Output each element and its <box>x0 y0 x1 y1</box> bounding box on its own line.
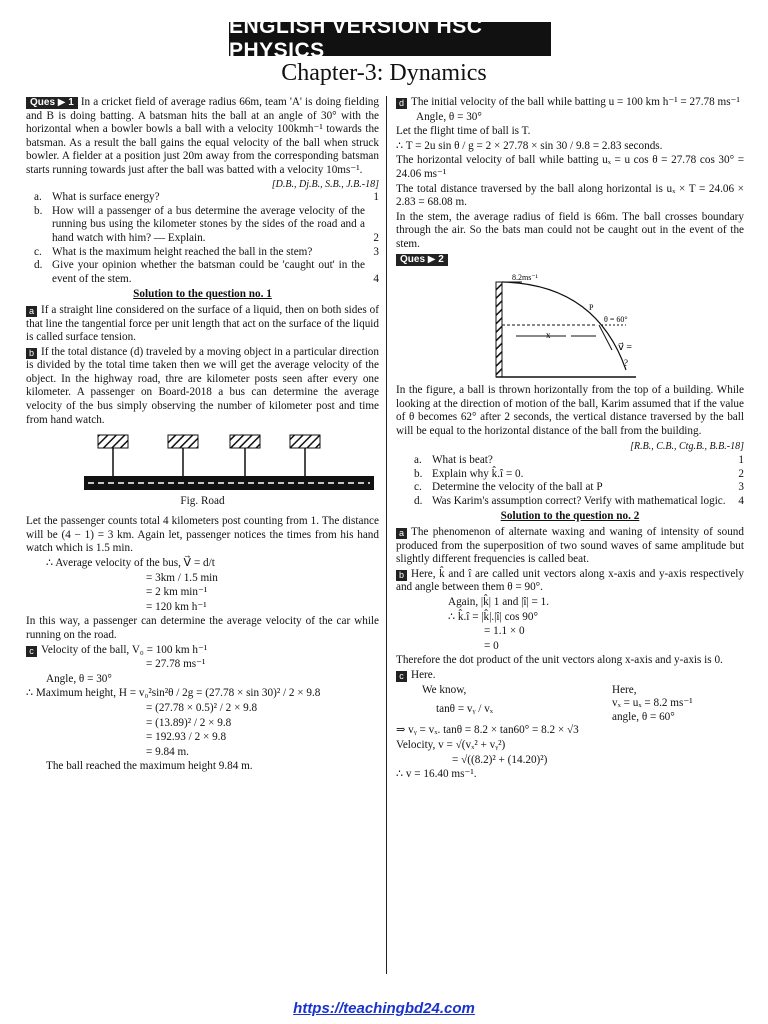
fig-q: ? <box>624 358 628 369</box>
banner: ENGLISH VERSION HSC PHYSICS <box>229 22 551 56</box>
item-key: d. <box>34 259 43 272</box>
q2-answer-b <box>396 568 744 595</box>
q2-c-here2: Here, <box>612 683 637 696</box>
q1-stem: In a cricket field of average radius 66m, team 'A' is doing fielding and B is doing batting. A batsman hits the ball at an angle of 30° with the horizontal when a bowler bowls a ball with a velocity 100kmh⁻¹ towards the batsman. As a result the ball gains the equal velocity of the ball when struck bowler. A fielder at a position just 20m away from the corresponding batsman starts running towards just after the ball was batted with a velocity 10ms⁻¹. <box>26 96 379 176</box>
fig-v0: 8.2ms⁻¹ <box>512 273 538 283</box>
q1-b-eq2: = 3km / 1.5 min <box>146 571 218 584</box>
answer-a-text: If a straight line considered on the surface of a liquid, then on both sides of that line the tangential force per unit length that act on the surface of the liquid is called surface tension. <box>26 303 379 344</box>
item-text: Give your opinion whether the batsman could be 'caught out' in the event of the stem. <box>52 259 365 285</box>
item-text: What is beat? <box>432 454 493 467</box>
q2-c-here <box>396 669 744 683</box>
item-text: Was Karim's assumption correct? Verify with mathematical logic. <box>432 494 726 507</box>
q2-c-block <box>396 684 744 725</box>
label-c: c <box>26 646 37 657</box>
item-mark: 3 <box>738 481 744 494</box>
footer-link[interactable]: https://teachingbd24.com <box>293 1000 475 1017</box>
item-text: How will a passenger of a bus determine the average velocity of the running bus using the kilometer stones by the sides of the road and a hand watch with him? — Explain. <box>52 204 365 244</box>
q1-c-line1 <box>26 644 379 658</box>
fig-theta: θ = 60° <box>604 315 628 325</box>
chapter-title: Chapter-3: Dynamics <box>281 60 487 86</box>
item-key: a. <box>414 454 422 467</box>
label-b: b <box>396 570 407 581</box>
item-mark: 4 <box>373 272 379 285</box>
q1-c-line2: = 27.78 ms⁻¹ <box>146 658 206 671</box>
item-text: What is the maximum height reached the ball in the stem? <box>52 245 313 258</box>
q2-b-e2: ∴ k̂.î = |k̂|.|î| cos 90° <box>448 610 538 623</box>
item-key: b. <box>414 467 423 480</box>
q2-b-e3: = 1.1 × 0 <box>484 625 525 638</box>
item-key: d. <box>414 494 423 507</box>
q2-c-right <box>612 684 693 725</box>
q2-c-e3: = √((8.2)² + (14.20)²) <box>452 753 548 766</box>
fig-x: x <box>546 330 551 341</box>
item-key: a. <box>34 191 42 204</box>
q2-c-e2: Velocity, v = √(vₓ² + vᵧ²) <box>396 738 506 751</box>
q1-d-line3: Let the flight time of ball is T. <box>396 125 531 138</box>
q1-item-a <box>34 191 379 205</box>
q2-item-b <box>414 468 744 482</box>
item-mark: 1 <box>373 191 379 204</box>
item-text: What is surface energy? <box>52 191 160 204</box>
kilometer-posts <box>98 435 320 476</box>
q1-c-line6: = (13.89)² / 2 × 9.8 <box>146 716 232 729</box>
q1-item-c <box>34 246 379 260</box>
q1-c-line9: The ball reached the maximum height 9.84 m. <box>46 760 253 773</box>
label-a: a <box>396 528 407 539</box>
q2-item-c <box>414 481 744 495</box>
q1-tag: Ques ▶ 1 <box>26 97 78 109</box>
q1-c-line4: ∴ Maximum height, H = v₀²sin²θ / 2g = (27.78 × sin 30)² / 2 × 9.8 <box>26 687 321 700</box>
q2-b-e1: Again, |k̂| 1 and |î| = 1. <box>448 596 550 609</box>
q1-answer-a <box>26 304 379 345</box>
q1-b-text2: Let the passenger counts total 4 kilometers post counting from 1. The distance will be (4 − 1) = 3 km. Again let, passenger notices the times from his hand watch which is 1.5 min. <box>26 515 379 555</box>
q2-c-tan: tanθ = vᵧ / vₓ <box>436 703 494 716</box>
q1-d-line1 <box>396 96 744 110</box>
q1-b-text3: In this way, a passenger can determine the average velocity of the car while running on the road. <box>26 615 379 641</box>
q2-ref: [R.B., C.B., Ctg.B., B.B.-18] <box>630 440 744 452</box>
label-d: d <box>396 98 407 109</box>
q2-tag-line <box>396 253 744 267</box>
q1-d-line5: The horizontal velocity of ball while batting uₓ = u cos θ = 27.78 cos 30° = 24.06 ms⁻¹ <box>396 154 744 180</box>
q1-c-line7: = 192.93 / 2 × 9.8 <box>146 731 227 744</box>
fig-p: P <box>589 303 594 313</box>
q1-b-eq3: = 2 km min⁻¹ <box>146 586 208 599</box>
item-key: c. <box>34 245 42 258</box>
column-divider <box>386 96 387 974</box>
projectile-figure <box>396 270 744 380</box>
q1-item-d <box>34 259 379 286</box>
q2-solution-title: Solution to the question no. 2 <box>500 510 640 523</box>
c-line1-text: Velocity of the ball, V₀ = 100 km h⁻¹ <box>41 643 208 656</box>
item-text: Explain why k̂.î = 0. <box>432 467 524 480</box>
right-column <box>396 96 744 783</box>
q1-b-eq4: = 120 km h⁻¹ <box>146 600 207 613</box>
q2-c-here-text: Here. <box>411 669 436 681</box>
label-a: a <box>26 306 37 317</box>
road-figure <box>26 431 379 511</box>
item-mark: 1 <box>738 454 744 467</box>
q2-answer-a <box>396 526 744 567</box>
q2-c-vx: vₓ = uₓ = 8.2 ms⁻¹ <box>612 697 693 710</box>
q2-item-d <box>414 495 744 509</box>
left-column <box>26 96 379 775</box>
q2-c-e1: ⇒ vᵧ = vₓ. tanθ = 8.2 × tan60° = 8.2 × √3 <box>396 724 579 737</box>
q1-ref: [D.B., Dj.B., S.B., J.B.-18] <box>271 178 379 190</box>
q1-c-line5: = (27.78 × 0.5)² / 2 × 9.8 <box>146 701 258 714</box>
q1-c-line3: Angle, θ = 30° <box>46 672 112 685</box>
q1-item-b <box>34 205 379 246</box>
q2-b-text2: Therefore the dot product of the unit vectors along x-axis and y-axis is 0. <box>396 654 723 667</box>
q2-c-ang: angle, θ = 60° <box>612 710 675 723</box>
q2-tag: Ques ▶ 2 <box>396 254 448 266</box>
q2-c-e4: ∴ v = 16.40 ms⁻¹. <box>396 768 477 781</box>
q1-solution-title: Solution to the question no. 1 <box>133 288 272 301</box>
d-line1-text: The initial velocity of the ball while batting u = 100 km h⁻¹ = 27.78 ms⁻¹ <box>411 96 740 108</box>
q2-a-text: The phenomenon of alternate waxing and waning of intensity of sound produced from the superposition of two sound waves of same amplitude but slightly different frequencies is called beat. <box>396 526 744 566</box>
q2-c-left <box>396 684 612 725</box>
item-mark: 2 <box>738 467 744 480</box>
item-text: Determine the velocity of the ball at P <box>432 481 603 494</box>
item-mark: 2 <box>373 231 379 244</box>
item-key: b. <box>34 204 43 217</box>
q1-answer-b <box>26 346 379 428</box>
q1-c-line8: = 9.84 m. <box>146 745 189 758</box>
item-key: c. <box>414 481 422 494</box>
q1-d-line4: ∴ T = 2u sin θ / g = 2 × 27.78 × sin 30 / 9.8 = 2.83 seconds. <box>396 139 663 152</box>
q1-d-line6: The total distance traversed by the ball along horizontal is uₓ × T = 24.06 × 2.83 = 68.08 m. <box>396 182 744 209</box>
projectile-diagram <box>396 270 744 380</box>
q1-stem-para <box>26 96 379 190</box>
label-c: c <box>396 671 407 682</box>
answer-b-text: If the total distance (d) traveled by a moving object in a particular direction is divided by the total time taken then we will get the average velocity of the object. In the highway road, thre are kilometer posts seen after every one kilometer. A passenger on Board-2018 a bus can determine the average velocity of the bus simply observing the number of kilometer post and time from hand watch. <box>26 345 379 426</box>
fig-v: v⃗ = <box>618 342 633 354</box>
q2-item-a <box>414 454 744 468</box>
road-caption: Fig. Road <box>180 495 225 508</box>
q2-b-e4: = 0 <box>484 639 499 652</box>
trajectory <box>502 282 626 370</box>
q2-c-know: We know, <box>422 683 467 696</box>
label-b: b <box>26 348 37 359</box>
q1-d-line2: Angle, θ = 30° <box>416 110 482 123</box>
building <box>496 282 502 377</box>
item-mark: 4 <box>738 494 744 507</box>
q1-b-eq1: ∴ Average velocity of the bus, V⃗ = d/t <box>46 557 215 570</box>
q2-stem: In the figure, a ball is thrown horizontally from the top of a building. While looking at the direction of motion of the ball, Karim assumed that if the value of θ becomes 62° after 2 seconds, the vertical distance traversed by the ball will be equal to the horizontal distance of the ball from the building. <box>396 384 744 437</box>
q2-b-text: Here, k̂ and î are called unit vectors along x-axis and y-axis respectively and angle between them θ = 90°. <box>396 567 744 594</box>
item-mark: 3 <box>373 245 379 258</box>
q1-d-line7: In the stem, the average radius of field is 66m. The ball crosses boundary through the air. So the bats man could not be caught out in the event of the stem. <box>396 210 744 250</box>
